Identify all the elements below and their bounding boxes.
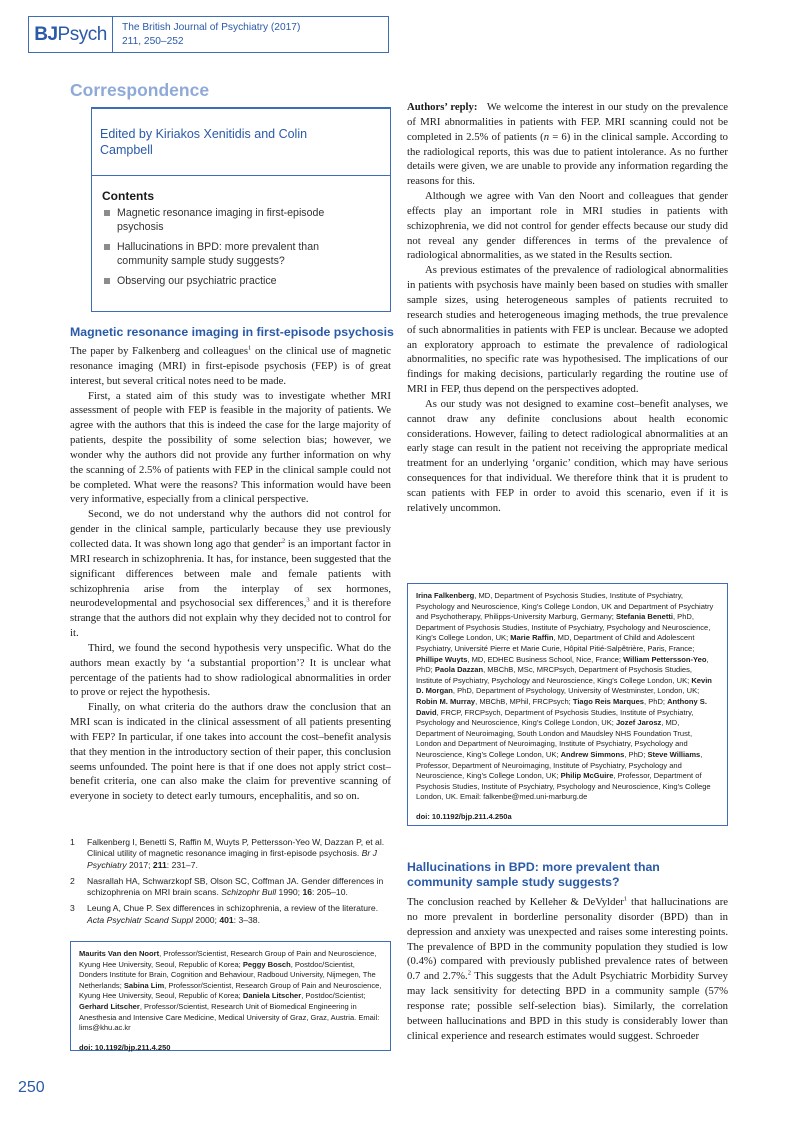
reference-list	[70, 837, 391, 931]
article2-body	[407, 895, 728, 1043]
doi-link[interactable]: doi: 10.1192/bjp.211.4.250	[79, 1042, 171, 1052]
contents-box	[91, 107, 391, 312]
square-bullet-icon	[104, 244, 110, 250]
article1-paragraph: First, a stated aim of this study was to investigate whether MRI assessment of people with FEP is feasible in the majority of patients. We agree with the authors that this is indeed the case for the large majority of patients, despite the possibility of some selection bias; however, we wonder why the authors did not provide any further information on why the scanning of 2.5% of patients with FEP in the clinical sample could not be completed. What were the reasons? This information would have been very informative, especially from a clinical perspective.	[70, 389, 391, 506]
article2-title: Hallucinations in BPD: more prevalent than community sample study suggests?	[407, 860, 660, 889]
page-number: 250	[18, 1079, 45, 1096]
reference-item: 2 Nasrallah HA, Schwarzkopf SB, Olson SC, Coffman JA. Gender differences in schizophrenia on MRI brain scans. Schizophr Bull 1990; 16: 205–10.	[70, 875, 384, 898]
contents-list	[102, 207, 372, 296]
bjpsych-logo[interactable]: BJ Psych	[29, 17, 113, 52]
article1-body	[70, 344, 391, 804]
reference-item: 1 Falkenberg I, Benetti S, Raffin M, Wuyts P, Pettersson-Yeo W, Dazzan P, et al. Clinical utility of magnetic resonance imaging in first-episode psychosis. Br J Psychiatry 2017; 211: 231–7.	[70, 837, 385, 870]
article1-paragraph: Second, we do not understand why the authors did not control for gender in the clinical sample, particularly because they use previously collected data. It was shown long ago that gender$^2$ is an important factor in MRI research in schizophrenia. It has, for instance, been suggested that the significant differences between male and female patients with schizophrenia arise from the interplay of sex hormones, neurodevelopmental and psychosocial sex differences,$^3$ and it is therefore strange that the authors did not explain why they decided not to control for it.	[70, 508, 391, 640]
doi-link[interactable]: doi: 10.1192/bjp.211.4.250a	[416, 811, 512, 821]
reply-affiliations-text: Irina Falkenberg, MD, Department of Psychosis Studies, Institute of Psychiatry, Psychology and Neuroscience, King’s College London, UK and Department of Psychiatry and Psychotherapy, Philipps-University Marburg, Germany; Stefania Benetti, PhD, Department of Psychosis Studies, Institute of Psychiatry, Psychology and Neuroscience, King’s College London, UK; Marie Raffin, MD, Department of Child and Adolescent Psychiatry, Université Pierre et Marie Curie, Hôpital Pitié-Salpêtrière, Paris, France; Phillipe Wuyts, MD, EDHEC Business School, Nice, France; William Pettersson-Yeo, PhD; Paola Dazzan, MBChB, MSc, MRCPsych, Department of Psychosis Studies, Institute of Psychiatry, Psychology and Neuroscience, King’s College London, UK; Kevin D. Morgan, PhD, Department of Psychology, University of Westminster, London, UK; Robin M. Murray, MBChB, MPhil, FRCPsych; Tiago Reis Marques, PhD; Anthony S. David, FRCP, FRCPsych, Department of Psychosis Studies, Institute of Psychiatry, Psychology and Neuroscience, King’s College London, UK; Jozef Jarosz, MD, Department of Neuroimaging, South London and Maudsley NHS Foundation Trust, London and Department of Neuroimaging, Institute of Psychiatry, Psychology and Neuroscience, King’s College London, UK; Andrew Simmons, PhD; Steve Williams, Professor, Department of Neuroimaging, Institute of Psychiatry, Psychology and Neuroscience, King’s College London, UK; Philip McGuire, Professor, Department of Psychosis Studies, Institute of Psychiatry, Psychology and Neuroscience, King’s College London, UK. Email: falkenbe@med.uni-marburg.de	[416, 591, 714, 802]
journal-citation: The British Journal of Psychiatry (2017) 211, 250–252	[122, 22, 301, 47]
contents-divider	[92, 175, 390, 176]
editors-line: Edited by Kiriakos Xenitidis and Colin Campbell	[100, 127, 308, 157]
article1-paragraph: The paper by Falkenberg and colleagues$^1$ on the clinical use of magnetic resonance imaging (MRI) in first-episode psychosis (FEP) is of great interest, but several critical notes need to be made.	[70, 344, 392, 387]
article2-paragraph: The conclusion reached by Kelleher & DeVylder$^1$ that hallucinations are no more prevalent in borderline personality disorder (BPD) than in depression and anxiety was unexpected and raises some interesting points. The prevalence of BPD in the community population they studied is low (0.4%) compared with previously published prevalence rates of between 0.7 and 2.7%.$^2$ This suggests that the Adult Psychiatric Morbidity Survey may lack sensitivity for detecting BPD in a community sample (57% response rate; possible self-selection bias). Similarly, the correlation between hallucinations and BPD in this study is considerably lower than clinical experience and research estimates would suggest. Schroeder	[407, 895, 729, 1042]
reply-paragraph: Although we agree with Van den Noort and colleagues that gender effects play an important role in MRI studies in patients with schizophrenia, we did not control for gender effects because our study did not reveal any gender differences in terms of the prevalence of radiological abnormalities, as we stated in the Results section.	[407, 190, 728, 262]
author-affiliations-text: Maurits Van den Noort, Professor/Scientist, Research Group of Pain and Neuroscience, Kyung Hee University, Seoul, Republic of Korea; Peggy Bosch, Postdoc/Scientist, Donders Institute for Brain, Cognition and Behaviour, Radboud University, Nijmegen, The Netherlands; Sabina Lim, Professor/Scientist, Research Group of Pain and Neuroscience, Kyung Hee University, Seoul, Republic of Korea; Daniela Litscher, Postdoc/Scientist; Gerhard Litscher, Professor/Scientist, Research Unit of Biomedical Engineering in Anesthesia and Intensive Care Medicine, Medical University of Graz, Graz, Austria. Email: lims@khu.ac.kr	[79, 949, 382, 1033]
article1-title: Magnetic resonance imaging in first-episode psychosis	[70, 325, 394, 339]
author-affiliations-box	[70, 941, 391, 1051]
contents-item-hallucinations[interactable]: Hallucinations in BPD: more prevalent than community sample study suggests?	[102, 241, 372, 268]
contents-item-observing[interactable]: Observing our psychiatric practice	[102, 275, 372, 289]
reply-body	[407, 100, 728, 516]
journal-header	[28, 16, 389, 53]
article1-paragraph: Third, we found the second hypothesis very unspecific. What do the authors mean exactly by ‘a substantial proportion’? It is unclear what percentage of the patients had to show radiological abnormalities in order to prove or reject the hypothesis.	[70, 641, 391, 699]
reply-paragraph: Authors’ reply: We welcome the interest in our study on the prevalence of MRI abnormalities in patients with FEP. MRI scanning could not be completed in 2.5% of patients (n = 6) in the clinical sample. According to the radiological reports, this was due to patient intolerance. As no further details were given, we are unable to provide any information regarding the reasons for this.	[407, 101, 729, 188]
square-bullet-icon	[104, 278, 110, 284]
contents-title: Contents	[102, 189, 154, 203]
section-title: Correspondence	[70, 80, 210, 100]
contents-item-mri[interactable]: Magnetic resonance imaging in first-episode psychosis	[102, 207, 372, 234]
reply-affiliations-box	[407, 583, 728, 826]
reply-paragraph: As our study was not designed to examine cost–benefit analyses, we cannot draw any definite conclusions about health economic considerations. However, failing to detect radiological abnormalities at an early stage can result in the patient not receiving the appropriate medical treatment for an underlying ‘organic’ condition, which may have serious consequences for that individual. We therefore think that it is prudent to scan patients with FEP in order to avoid this scenario, even if it is relatively uncommon.	[407, 397, 728, 514]
reference-item: 3 Leung A, Chue P. Sex differences in schizophrenia, a review of the literature. Acta Psychiatr Scand Suppl 2000; 401: 3–38.	[70, 903, 379, 925]
reply-paragraph: As previous estimates of the prevalence of radiological abnormalities in patients with psychosis have mainly been based on studies with smaller sample sizes, using heterogeneous samples of patients recruited to research studies and heterogeneous imaging methods, the true prevalence of such abnormalities in patients with FEP is unclear. Because we adopted an exploratory approach to estimate the prevalence of radiological abnormalities, no specific rate was hypothesised. The implications of our findings for making decisions, particularly regarding the routine use of MRI in FEP, thus depend on the perspectives adopted.	[407, 264, 728, 396]
square-bullet-icon	[104, 210, 110, 216]
article1-paragraph: Finally, on what criteria do the authors draw the conclusion that an MRI scan is indicated in the clinical assessment of all patients presenting with FEP? In particular, if one takes into account the cost–benefit analysis that they mention in the introductory section of their paper, this conclusion seems unfounded. The point here is that if one does not apply strict cost–benefit criteria, one can also make the claim for preventive scanning of everyone in society to detect early tumours, encephalitis, and so on.	[70, 701, 391, 803]
